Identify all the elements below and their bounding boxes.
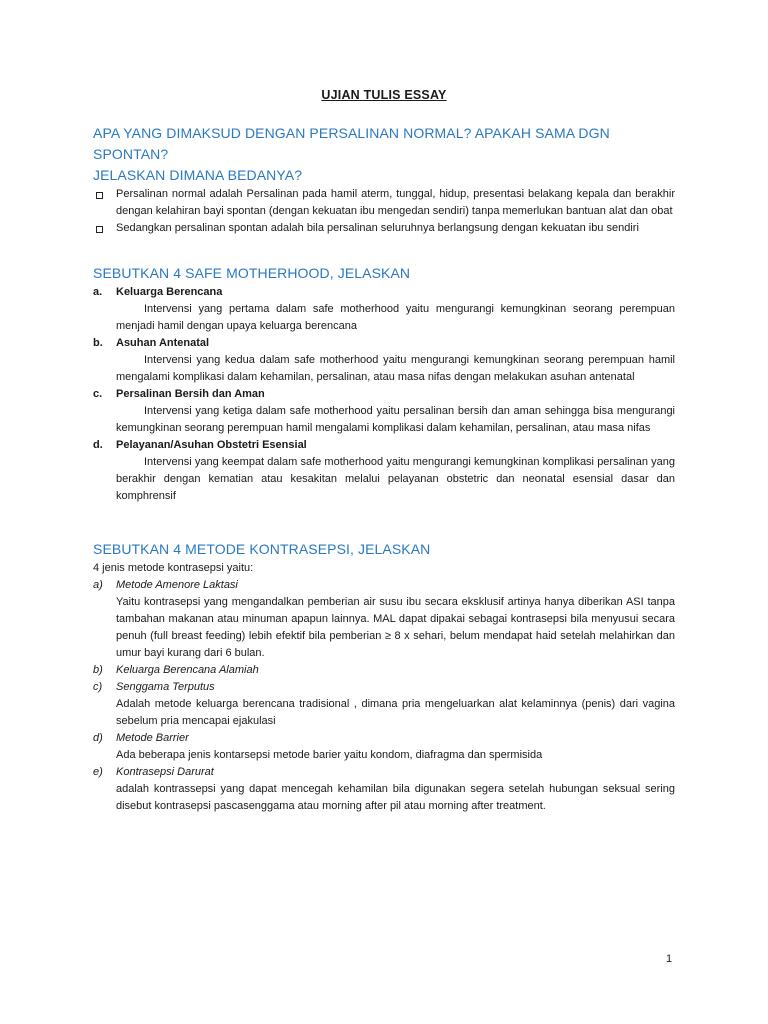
bullet-text: Persalinan normal adalah Persalinan pada hamil aterm, tunggal, hidup, presentasi belakang kepala dan berakhir dengan kelahiran bayi spontan (dengan kekuatan ibu mengedan sendiri) tanpa memerlukan bantuan alat dan obat xyxy=(116,188,675,217)
list-item xyxy=(93,679,675,730)
item-title: Senggama Terputus xyxy=(116,681,215,693)
item-description: Yaitu kontrasepsi yang mengandalkan pemberian air susu ibu secara eksklusif artinya hanya diberikan ASI tanpa tambahan makanan atau minuman apapun lainnya. MAL dapat dipakai sebagai kontrasepsi bila menyusui secara penuh (full breast feeding) lebih efektif bila pemberian ≥ 8 x sehari, belum mendapat haid setelah melahirkan dan umur bayi kurang dari 6 bulan. xyxy=(116,596,675,659)
bullet-text: Sedangkan persalinan spontan adalah bila persalinan seluruhnya berlangsung dengan kekuatan ibu sendiri xyxy=(116,222,639,234)
item-title: Keluarga Berencana Alamiah xyxy=(116,664,259,676)
list-item xyxy=(93,335,675,386)
item-marker: a) xyxy=(93,579,103,591)
page-number: 1 xyxy=(666,953,673,965)
item-marker: e) xyxy=(93,766,103,778)
document-body xyxy=(93,123,675,815)
section-spacer xyxy=(93,505,675,539)
item-marker: a. xyxy=(93,286,103,298)
item-title: Asuhan Antenatal xyxy=(116,337,210,349)
item-description: Intervensi yang pertama dalam safe motherhood yaitu mengurangi kemungkinan seorang perempuan menjadi hamil dengan upaya keluarga berencana xyxy=(116,303,675,332)
list-item xyxy=(93,437,675,505)
section-heading: APA YANG DIMAKSUD DENGAN PERSALINAN NORMAL? APAKAH SAMA DGN SPONTAN? xyxy=(93,125,610,162)
section-heading: SEBUTKAN 4 SAFE MOTHERHOOD, JELASKAN xyxy=(93,265,411,281)
item-description: adalah kontrassepsi yang dapat mencegah kehamilan bila digunakan segera setelah hubungan seksual sering disebut kontrasepsi pascasenggama atau morning after pil atau morning after treatment. xyxy=(116,783,675,812)
list-item xyxy=(93,662,675,679)
list-item xyxy=(93,284,675,335)
item-description: Intervensi yang keempat dalam safe motherhood yaitu mengurangi kemungkinan komplikasi persalinan yang berakhir dengan kematian atau kesakitan melalui pelayanan obstetric dan neonatal esensial dasar dan komphrensif xyxy=(116,456,675,502)
item-marker: d. xyxy=(93,439,103,451)
section-heading-continued: JELASKAN DIMANA BEDANYA? xyxy=(93,167,303,183)
section-intro: 4 jenis metode kontrasepsi yaitu: xyxy=(93,562,254,574)
square-bullet-icon xyxy=(96,226,103,233)
item-marker: b. xyxy=(93,337,103,349)
item-marker: b) xyxy=(93,664,103,676)
list-item xyxy=(93,577,675,662)
item-description: Adalah metode keluarga berencana tradisional , dimana pria mengeluarkan alat kelaminnya (penis) dari vagina sebelum pria mencapai ejakulasi xyxy=(116,698,675,727)
item-title: Metode Barrier xyxy=(116,732,189,744)
item-marker: c) xyxy=(93,681,103,693)
item-marker: d) xyxy=(93,732,103,744)
list-item xyxy=(93,186,675,220)
section-metode-kontrasepsi xyxy=(93,539,675,815)
section-persalinan-normal xyxy=(93,123,675,237)
section-spacer xyxy=(93,237,675,263)
item-description: Intervensi yang ketiga dalam safe motherhood yaitu persalinan bersih dan aman sehingga bisa mengurangi kemungkinan seorang perempuan hamil mengalami komplikasi dalam kehamilan, persalinan, atau masa nifas xyxy=(116,405,675,434)
section-safe-motherhood xyxy=(93,263,675,505)
list-item xyxy=(93,220,675,237)
item-title: Kontrasepsi Darurat xyxy=(116,766,214,778)
item-title: Keluarga Berencana xyxy=(116,286,223,298)
item-title: Pelayanan/Asuhan Obstetri Esensial xyxy=(116,439,307,451)
item-title: Metode Amenore Laktasi xyxy=(116,579,238,591)
item-marker: c. xyxy=(93,388,103,400)
list-item xyxy=(93,730,675,764)
section-heading: SEBUTKAN 4 METODE KONTRASEPSI, JELASKAN xyxy=(93,541,431,557)
list-item xyxy=(93,764,675,815)
list-item xyxy=(93,386,675,437)
square-bullet-icon xyxy=(96,192,103,199)
document-title: UJIAN TULIS ESSAY xyxy=(321,88,447,102)
item-title: Persalinan Bersih dan Aman xyxy=(116,388,265,400)
item-description: Ada beberapa jenis kontarsepsi metode barier yaitu kondom, diafragma dan spermisida xyxy=(116,749,543,761)
item-description: Intervensi yang kedua dalam safe motherhood yaitu mengurangi kemungkinan seorang perempuan hamil mengalami komplikasi dalam kehamilan, persalinan, atau masa nifas dengan melakukan asuhan antenatal xyxy=(116,354,675,383)
